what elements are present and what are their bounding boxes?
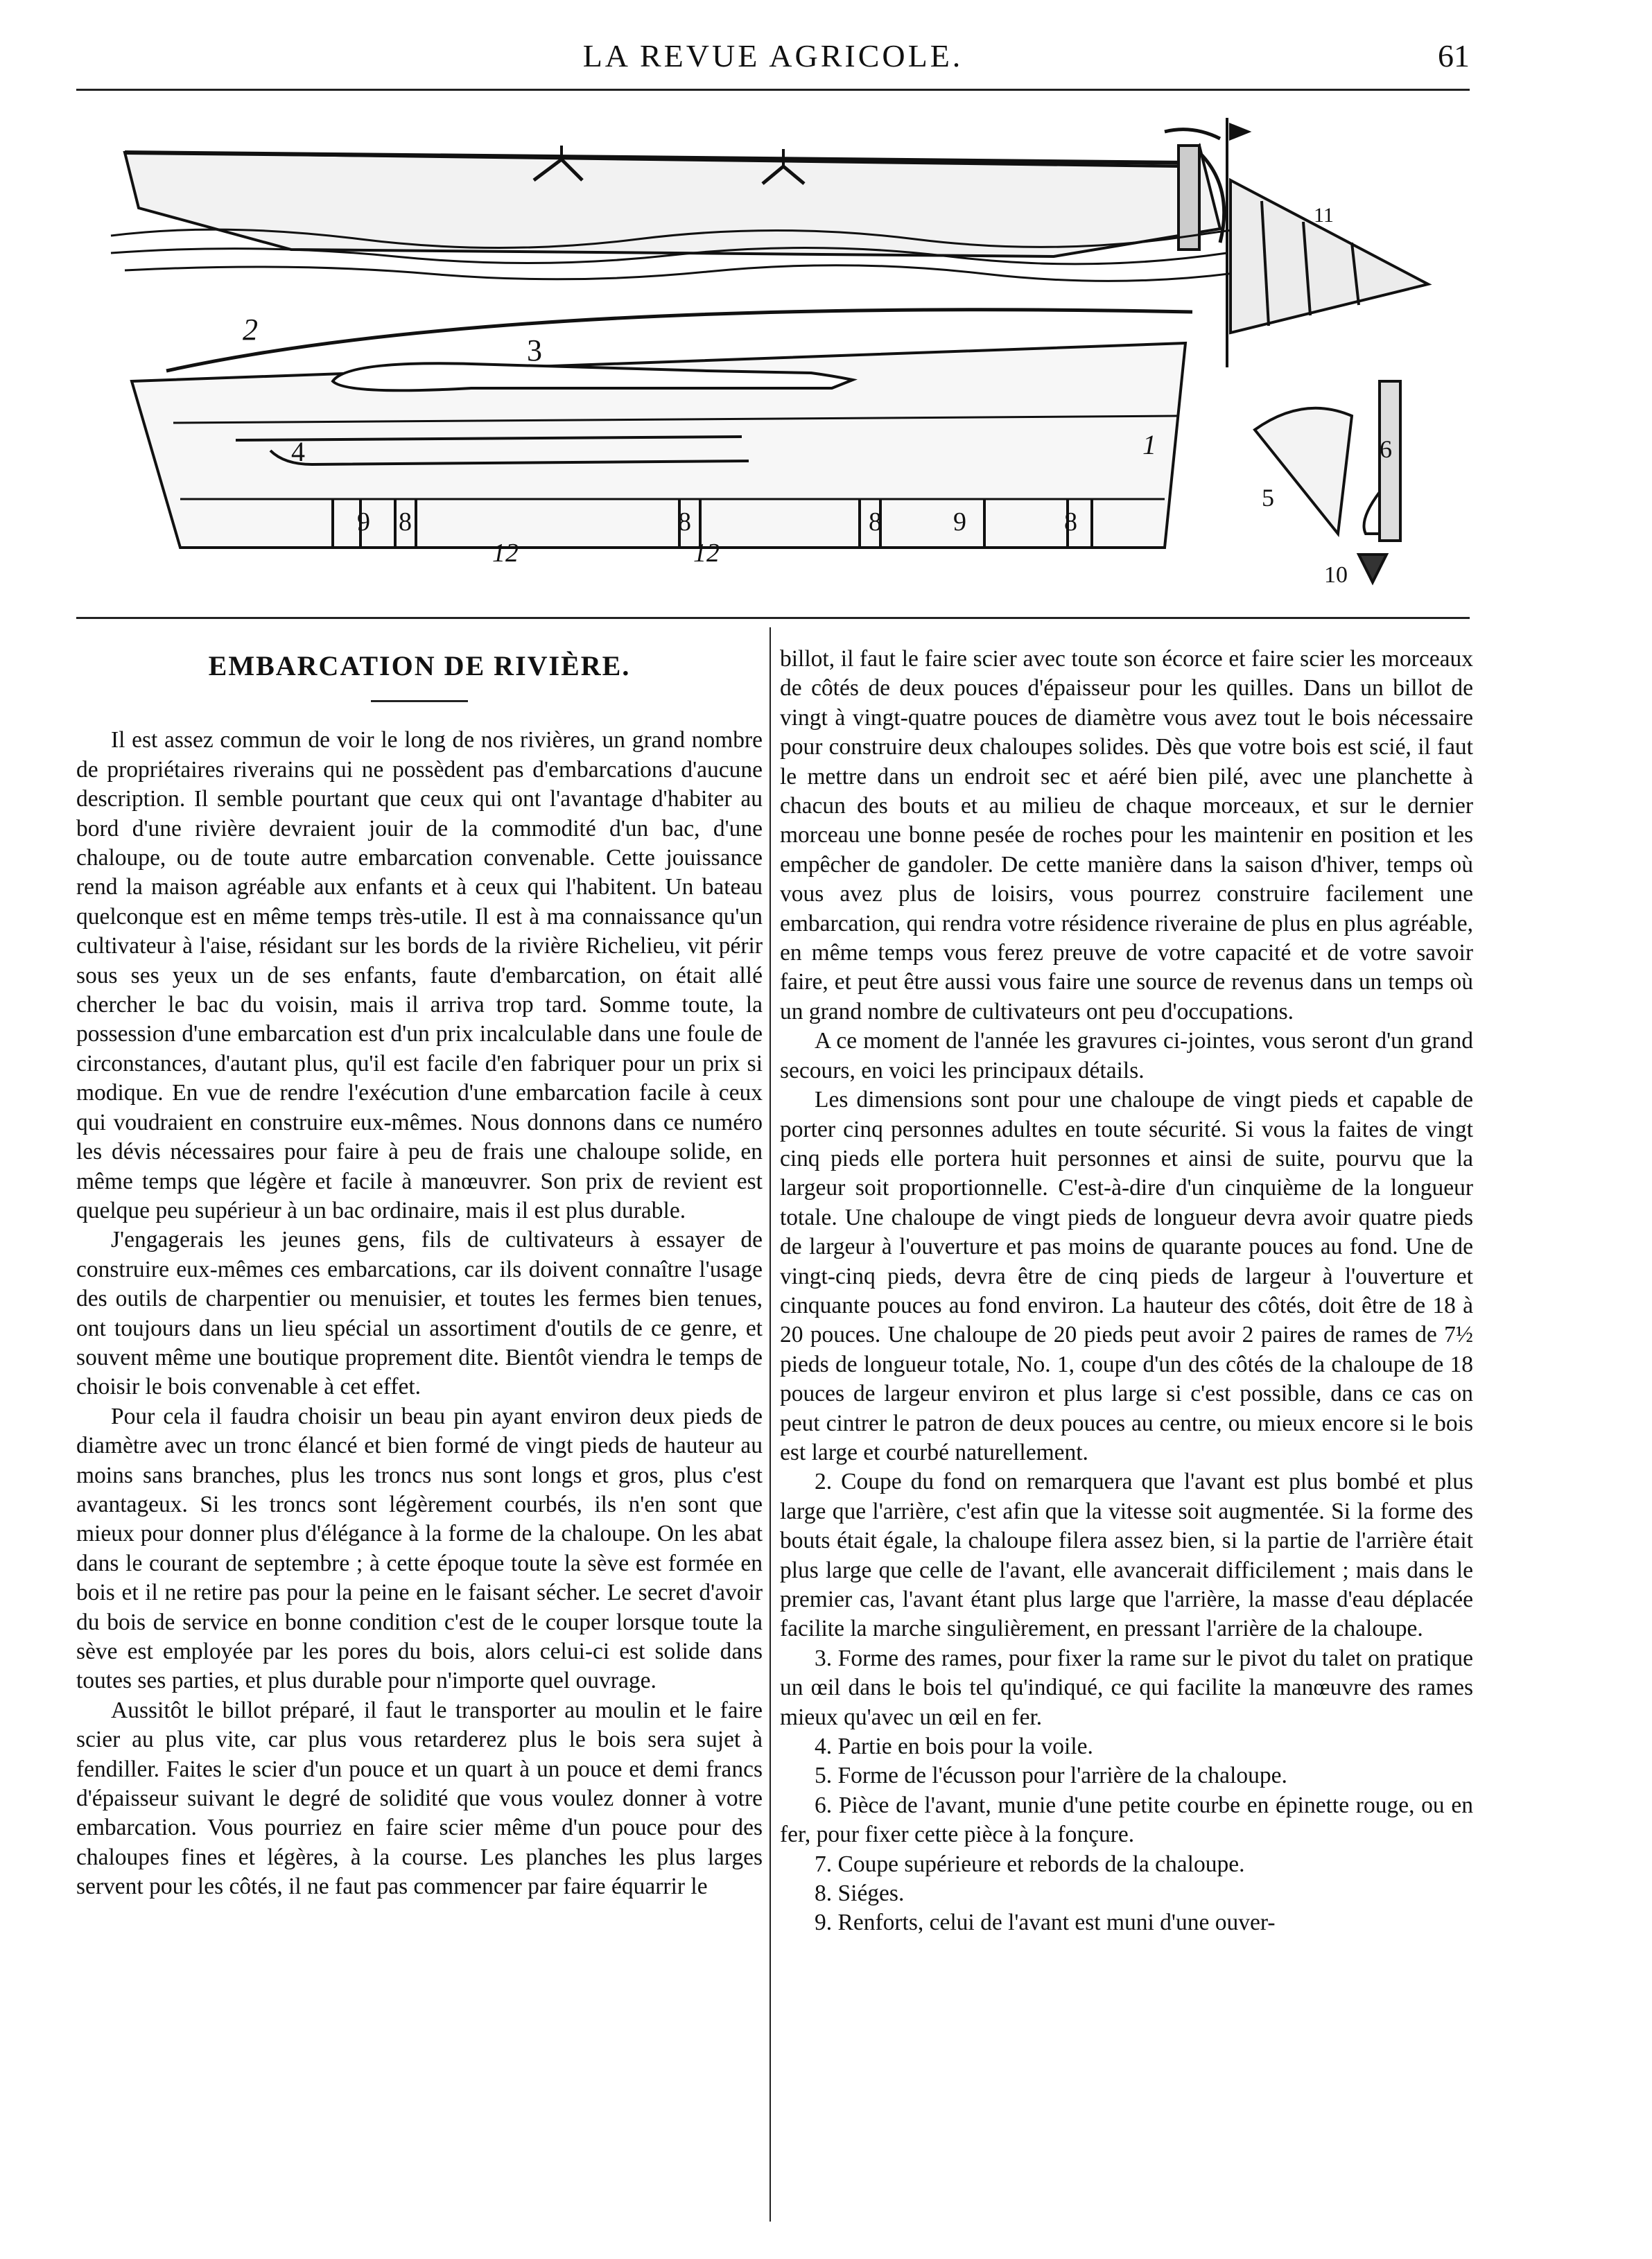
left-column [76, 645, 763, 1902]
boat-side-view [111, 130, 1285, 281]
page-number: 61 [1438, 38, 1470, 73]
header-rule [76, 89, 1470, 91]
label-9a: 9 [357, 507, 370, 537]
legend-item: 4. Partie en bois pour la voile. [815, 1734, 1093, 1760]
page-header [76, 33, 1470, 82]
legend-item: 8. Siéges. [815, 1881, 905, 1907]
label-12b: 12 [693, 539, 720, 568]
label-3: 3 [527, 333, 542, 367]
paragraph: billot, il faut le faire scier avec toute son écorce et faire scier les morceaux de côtés de deux pouces d'épaisseur pour les quilles. Dans un billot de vingt à vingt-quatre pouces de diamètre vous avez tout le bois nécessaire pour construire deux chaloupes solides. Dès que votre bois est scié, il faut le mettre dans un endroit sec et aéré bien pilé, avec une planchette à chacun des bouts et au milieu de chaque morceaux, et sur le dernier morceau une bonne pesée de roches pour les maintenir en position et les empêcher de gandoler. De cette manière dans la saison d'hiver, temps où vous avez plus de loisirs, vous pourrez construire facilement une embarcation, qui rendra votre résidence riveraine de plus en plus agréable, en même temps vous ferez preuve de votre capacité et de votre savoir faire, et peut être aussi vous faire une source de revenus dans un temps où un grand nombre de cultivateurs ont peu d'occupations. [780, 646, 1473, 1024]
label-12a: 12 [492, 539, 519, 568]
paragraph: Les dimensions sont pour une chaloupe de vingt pieds et capable de porter cinq personnes adultes en toute sécurité. Si vous la faites de vingt cinq pieds elle portera huit personnes et ainsi de suite, pourvu que la largeur soit proportionnelle. C'est-à-dire d'un cinquième de la longueur totale. Une chaloupe de vingt pieds de longueur devra avoir quatre pieds de largeur à l'ouverture et pas moins de quarante pouces au fond. Une de vingt-cinq pieds, devra être de cinq pieds de largeur à l'ouverture et cinquante pouces au fond environ. La hauteur des côtés, doit être de 18 à 20 pouces. Une chaloupe de 20 pieds peut avoir 2 paires de rames de 7½ pieds de longueur totale, No. 1, coupe d'un des côtés de la chaloupe de 18 pouces de largeur environ et plus large si c'est possible, dans ce cas on peut cintrer le patron de deux pouces au centre, ou mieux encore si le bois est large et courbé naturellement. [780, 1087, 1473, 1465]
label-9b: 9 [953, 507, 966, 537]
journal-title: LA REVUE AGRICOLE. [582, 38, 964, 73]
escutcheon-bow-piece [1255, 381, 1400, 582]
right-column [780, 645, 1473, 1938]
title-rule [371, 700, 468, 702]
article-title: EMBARCATION DE RIVIÈRE. [208, 650, 631, 681]
label-10: 10 [1324, 562, 1348, 588]
label-2: 2 [243, 313, 258, 347]
paragraph: Aussitôt le billot préparé, il faut le transporter au moulin et le faire scier au plus vite, car plus vous retarderez plus le bois sera sujet à fendiller. Faites le scier d'un pouce et un quart à un pouce et demi francs d'épaisseur suivant le degré de solidité que vous voulez donner à votre embarcation. Vous pourriez en faire scier même d'un pouce pour des chaloupes fines et légères, à la course. Les planches les plus larges servent pour les côtés, il ne faut pas commencer par faire équarrir le [76, 1697, 763, 1900]
paragraph: Il est assez commun de voir le long de nos rivières, un grand nombre de propriétaires riverains qui ne possèdent pas d'embarcations d'aucune description. Il semble pourtant que ceux qui ont l'avantage d'habiter au bord d'une rivière devraient jouir de la commodité d'un bac, d'une chaloupe, ou de toute autre embarcation convenable. Cette jouissance rend la maison agréable aux enfants et à ceux qui l'habitent. Un bateau quelconque est en même temps très-utile. Il est à ma connaissance qu'un cultivateur à l'aise, résidant sur les bords de la rivière Richelieu, vit périr sous ses yeux un de ses enfants, faute d'embarcation, on était allé chercher le bac du voisin, mais il arriva trop tard. Somme toute, la possession d'une embarcation est d'un prix incalculable dans une foule de circonstances, d'autant plus, qu'il est facile d'en fabriquer pour un prix si modique. En vue de rendre l'exécution d'une embarcation facile à ceux qui voudraient en construire eux-mêmes. Nous donnons dans ce numéro les dévis nécessaires pour faire à peu de frais une chaloupe solide, en même temps que légère et facile à manœuvrer. Son prix de revient est quelque peu supérieur à un bac ordinaire, mais il est plus durable. [76, 727, 763, 1223]
label-4: 4 [291, 436, 305, 467]
legend-item: 6. Pièce de l'avant, munie d'une petite courbe en épinette rouge, ou en fer, pour fixer cette pièce à la fonçure. [780, 1792, 1473, 1848]
paragraph: A ce moment de l'année les gravures ci-jointes, vous seront d'un grand secours, en voici les principaux détails. [780, 1028, 1473, 1083]
sail-detail [1227, 118, 1428, 367]
paragraph: 3. Forme des rames, pour fixer la rame sur le pivot du talet on pratique un œil dans le bois tel qu'indiqué, ce qui facilite la manœuvre des rames mieux qu'avec un œil en fer. [780, 1645, 1473, 1730]
label-5: 5 [1262, 484, 1274, 512]
label-1: 1 [1142, 429, 1156, 460]
label-8c: 8 [869, 507, 882, 537]
boat-engraving [83, 104, 1470, 603]
paragraph: 2. Coupe du fond on remarquera que l'avant est plus bombé et plus large que l'arrière, c'est afin que la vitesse soit augmentée. Si la forme des bouts était égale, la chaloupe filera assez bien, si la partie de l'arrière était plus large que celle de l'avant, elle avancerait difficilement ; mais dans le premier cas, l'avant étant plus large que l'arrière, la masse d'eau déplacée facilite la marche singulièrement, en pressant l'arrière de la chaloupe. [780, 1469, 1473, 1642]
paragraph: Pour cela il faudra choisir un beau pin ayant environ deux pieds de diamètre avec un tronc élancé et bien formé de vingt pieds de hauteur au moins sans branches, plus les troncs nus sont longs et gros, plus c'est avantageux. Si les troncs sont légèrement courbés, ils n'en sont que mieux pour donner plus d'élégance à la forme de la chaloupe. On les abat dans le courant de septembre ; à cette époque toute la sève est formée en bois et il ne retire pas pour la peine en le faisant sécher. Le secret d'avoir du bois de service en bonne condition c'est de le couper lorsque toute la sève est employée par les pores du bois, alors celui-ci est solide dans toutes ses parties, et plus durable pour n'importe quel ouvrage. [76, 1403, 763, 1694]
paragraph: J'engagerais les jeunes gens, fils de cultivateurs à essayer de construire eux-mêmes ces embarcations, car ils doivent connaître l'usage des outils de charpentier ou menuisier, et toutes les fermes bien tenues, ont toujours dans un lieu spécial un assortiment d'outils de ce genre, et souvent même une boutique proprement dite. Bientôt viendra le temps de choisir le bois convenable à cet effet. [76, 1227, 763, 1400]
label-8a: 8 [399, 507, 412, 537]
boat-plan-view [132, 310, 1192, 548]
legend-item: 5. Forme de l'écusson pour l'arrière de la chaloupe. [815, 1763, 1287, 1789]
column-divider [770, 627, 771, 2222]
legend-item: 9. Renforts, celui de l'avant est muni d'une ouver- [815, 1910, 1276, 1936]
label-6: 6 [1380, 435, 1392, 463]
label-8b: 8 [678, 507, 691, 537]
label-8d: 8 [1064, 507, 1077, 537]
boat-engraving-svg [83, 104, 1470, 603]
label-11: 11 [1314, 204, 1334, 227]
legend-item: 7. Coupe supérieure et rebords de la chaloupe. [815, 1851, 1245, 1877]
figure-rule [76, 617, 1470, 619]
